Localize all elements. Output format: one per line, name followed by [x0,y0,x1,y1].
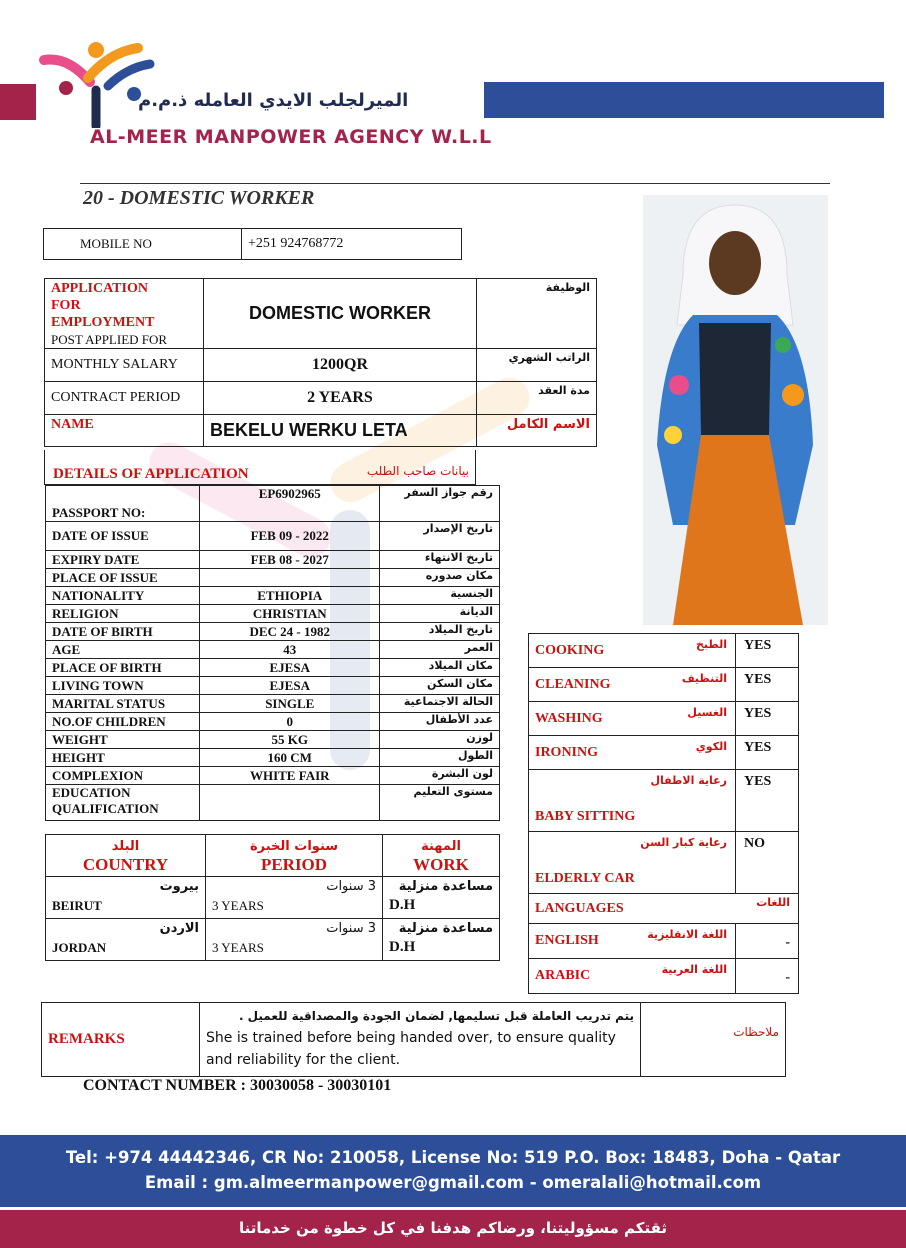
skill-label-cell [529,832,736,894]
details-row-label: HEIGHT [46,749,200,767]
skill-name: CLEANING [535,676,611,692]
details-label-ar: بيانات صاحب الطلب [366,464,469,478]
remarks-text-ar: يتم تدريب العاملة قبل تسليمها, لضمان الجودة والمصداقية للعميل . [238,1008,634,1023]
skill-name-ar: رعاية الاطفال [650,774,727,787]
details-of-application-box [44,450,476,485]
salary-value: 1200QR [204,349,477,382]
application-title-1: APPLICATION [51,280,148,296]
exp-period-ar: 3 سنوات [326,879,376,894]
company-logo [38,38,163,128]
language-name: ARABIC [535,968,591,983]
exp-period-ar: 3 سنوات [326,921,376,936]
details-row-label: PLACE OF BIRTH [46,659,200,677]
experience-row [46,919,500,961]
exp-work-header-en: WORK [413,854,469,874]
skill-name: BABY SITTING [535,809,636,824]
skill-row [529,832,799,894]
exp-country-ar: بيروت [159,879,199,894]
exp-period-header [206,835,383,877]
skill-name: COOKING [535,642,605,658]
exp-work-en: D.H [389,897,416,913]
skill-name: IRONING [535,744,599,760]
mobile-value: +251 924768772 [242,229,462,260]
details-row-label-ar: الطول [380,749,500,767]
name-label-ar: الاسم الكامل [477,415,597,447]
exp-work-cell [383,919,500,961]
exp-period-en: 3 YEARS [212,940,264,955]
details-row-value: WHITE FAIR [200,767,380,785]
language-label-cell [529,959,736,994]
skill-value: YES [736,770,799,832]
details-row [46,713,500,731]
salary-label: MONTHLY SALARY [45,349,204,382]
name-value: BEKELU WERKU LETA [204,415,477,447]
details-row [46,659,500,677]
exp-country-en: JORDAN [52,940,107,955]
footer-line2: Email : gm.almeermanpower@gmail.com - omeralali@hotmail.com [144,1173,762,1192]
languages-label-ar: اللغات [756,896,790,909]
contract-label: CONTRACT PERIOD [45,382,204,415]
details-row-label-ar: تاريخ الإصدار [380,522,500,551]
post-label-ar: الوظيفة [477,279,597,349]
application-title-cell [45,279,204,349]
details-row-label-ar: مكان الميلاد [380,659,500,677]
post-label: POST APPLIED FOR [51,331,168,347]
exp-country-ar: الاردن [159,921,199,936]
details-row [46,605,500,623]
details-row [46,587,500,605]
details-row-label: COMPLEXION [46,767,200,785]
skill-name-ar: التنظيف [681,672,727,685]
details-row-value: FEB 08 - 2027 [200,551,380,569]
footer-slogan: ثقتكم مسؤوليتنا، ورضاكم هدفنا في كل خطوة من خدماتنا [239,1219,667,1237]
details-table [45,485,500,821]
exp-work-en: D.H [389,939,416,955]
language-name-ar: اللغة الانقليزية [647,928,727,941]
skill-name-ar: الكوي [695,740,727,753]
mobile-label: MOBILE NO [44,229,242,260]
details-row [46,767,500,785]
language-name-ar: اللغة العربية [661,963,727,976]
application-title-2: FOR [51,297,81,313]
details-row-label-ar: الجنسية [380,587,500,605]
exp-period-header-ar: سنوات الخبرة [249,838,339,854]
details-row [46,785,500,821]
skill-label-cell [529,668,736,702]
details-row-value: 55 KG [200,731,380,749]
skill-row [529,770,799,832]
language-name: ENGLISH [535,933,599,948]
language-row [529,924,799,959]
footer-slogan-band [0,1210,906,1248]
details-row-value: 0 [200,713,380,731]
details-row-label-ar: الديانة [380,605,500,623]
details-row-label-ar: لوزن [380,731,500,749]
details-row [46,695,500,713]
details-row-value: SINGLE [200,695,380,713]
footer-line1: Tel: +974 44442346, CR No: 210058, License No: 519 P.O. Box: 18483, Doha - Qatar [65,1148,841,1167]
language-value: - [736,959,799,994]
language-row [529,959,799,994]
exp-work-ar: مساعدة منزلية [398,921,493,936]
details-row-value: EP6902965 [200,486,380,522]
skill-label-cell [529,770,736,832]
exp-period-cell [206,919,383,961]
details-row-label: NATIONALITY [46,587,200,605]
skill-label-cell [529,634,736,668]
languages-label: LANGUAGES [535,900,624,916]
contract-value: 2 YEARS [204,382,477,415]
details-row [46,569,500,587]
details-row-label-ar: مكان صدوره [380,569,500,587]
application-title-3: EMPLOYMENT [51,314,155,330]
details-row-label: EDUCATION QUALIFICATION [46,785,200,821]
details-row-value: CHRISTIAN [200,605,380,623]
language-label-cell [529,924,736,959]
footer-contact-band [0,1135,906,1207]
details-row-label-ar: لون البشرة [380,767,500,785]
post-value: DOMESTIC WORKER [204,279,477,349]
skill-name-ar: الغسيل [687,706,727,719]
skill-value: NO [736,832,799,894]
details-row-label-ar: العمر [380,641,500,659]
details-row-value: EJESA [200,677,380,695]
skill-row [529,736,799,770]
contact-number: CONTACT NUMBER : 30030058 - 30030101 [83,1077,392,1094]
details-row [46,731,500,749]
details-row [46,641,500,659]
exp-work-header-ar: المهنة [421,838,461,854]
salary-label-ar: الراتب الشهري [477,349,597,382]
applicant-photo [643,195,828,625]
details-row-label: WEIGHT [46,731,200,749]
language-value: - [736,924,799,959]
name-label: NAME [45,415,204,447]
details-row [46,486,500,522]
details-row-label-ar: تاريخ الانتهاء [380,551,500,569]
remarks-text-en: She is trained before being handed over, to ensure quality and reliability for the client. [206,1029,616,1068]
exp-work-cell [383,877,500,919]
exp-country-cell [46,919,206,961]
details-label: DETAILS OF APPLICATION [53,466,249,482]
experience-row [46,877,500,919]
details-row-label: AGE [46,641,200,659]
details-row-label: NO.OF CHILDREN [46,713,200,731]
details-row [46,749,500,767]
details-row-label: RELIGION [46,605,200,623]
skill-row [529,634,799,668]
exp-period-cell [206,877,383,919]
skill-row [529,702,799,736]
details-row-value [200,785,380,821]
details-row [46,522,500,551]
details-row-label: LIVING TOWN [46,677,200,695]
experience-table [45,834,500,961]
skill-value: YES [736,668,799,702]
details-row-label-ar: رقم جواز السفر [380,486,500,522]
company-name-arabic: الميرلجلب الايدي العامله ذ.م.م [138,90,409,111]
details-row [46,677,500,695]
exp-country-en: BEIRUT [52,898,102,913]
details-row-value: 160 CM [200,749,380,767]
details-row-label-ar: مكان السكن [380,677,500,695]
details-row-label: MARITAL STATUS [46,695,200,713]
page-title: 20 - DOMESTIC WORKER [83,187,315,209]
details-row-value [200,569,380,587]
remarks-text-cell [200,1003,641,1077]
details-row-label: DATE OF BIRTH [46,623,200,641]
skill-row [529,668,799,702]
exp-country-cell [46,877,206,919]
exp-work-header [383,835,500,877]
skills-table [528,633,799,994]
company-name: AL-MEER MANPOWER AGENCY W.L.L [90,126,492,148]
skill-value: YES [736,634,799,668]
details-row-label-ar: عدد الأطفال [380,713,500,731]
details-row [46,623,500,641]
skill-name: ELDERLY CAR [535,871,635,886]
details-row-label: PLACE OF ISSUE [46,569,200,587]
languages-header [529,894,799,924]
skill-name-ar: الطبخ [695,638,727,651]
exp-period-header-en: PERIOD [260,854,328,874]
application-table [44,278,597,447]
skill-value: YES [736,702,799,736]
details-row-value: 43 [200,641,380,659]
skill-name: WASHING [535,710,603,726]
details-row-label: DATE OF ISSUE [46,522,200,551]
contract-label-ar: مدة العقد [477,382,597,415]
skill-label-cell [529,702,736,736]
details-row [46,551,500,569]
header-left-bar [0,84,36,120]
details-row-value: DEC 24 - 1982 [200,623,380,641]
details-row-label-ar: الحالة الاجتماعية [380,695,500,713]
skill-label-cell [529,736,736,770]
details-row-value: EJESA [200,659,380,677]
remarks-table [41,1002,786,1077]
details-row-value: ETHIOPIA [200,587,380,605]
skill-value: YES [736,736,799,770]
details-row-value: FEB 09 - 2022 [200,522,380,551]
exp-country-header-ar: البلد [111,838,140,854]
header-right-bar [484,82,884,118]
exp-country-header-en: COUNTRY [82,854,169,874]
remarks-label: REMARKS [42,1003,200,1077]
heading-rule [80,183,830,184]
exp-period-en: 3 YEARS [212,898,264,913]
remarks-label-ar: ملاحظات [641,1003,786,1077]
details-row-label-ar: مستوى التعليم [380,785,500,821]
details-row-label-ar: تاريخ الميلاد [380,623,500,641]
exp-work-ar: مساعدة منزلية [398,879,493,894]
details-row-label: PASSPORT NO: [46,486,200,522]
details-row-label: EXPIRY DATE [46,551,200,569]
skill-name-ar: رعاية كبار السن [640,836,727,849]
mobile-table [43,228,462,260]
exp-country-header [46,835,206,877]
